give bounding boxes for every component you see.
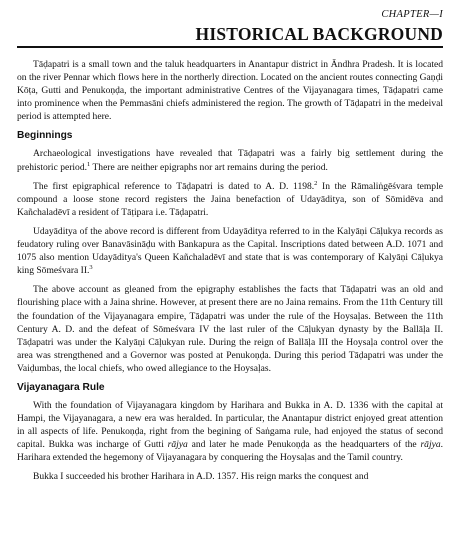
section-heading: Beginnings xyxy=(17,130,73,142)
text-run: The first epigraphical reference to Tāḍapatri is dated to A. D. 1198. xyxy=(33,180,315,192)
document-body xyxy=(17,58,443,484)
chapter-title: HISTORICAL BACKGROUND xyxy=(195,24,443,44)
text-run: Bukka I succeeded his brother Harihara in A.D. 1357. His reign marks the conquest and xyxy=(33,471,369,483)
chapter-label: CHAPTER—I xyxy=(381,9,443,20)
paragraph xyxy=(17,283,443,375)
section-heading: Vijayanagara Rule xyxy=(17,381,105,393)
text-run: The above account as gleaned from the epigraphy establishes the facts that Tāḍapatri was an old and flourishing place with a Jaina shrine. However, at present there are no Jaina remains. From the 11th Century till the foundation of the Vijayanagara empire, Tāḍapatri was under the rule of the Hoysaḷas. Between the 11th Century A. D. and the defeat of Sōmeśvara IV the last ruler of the Cāḷukyan dynasty by the Ballāḷa II. Tāḍapatri was under the Kalyāṇi Cāḷukyan rule. During the reign of Ballāḷa III the Hoysaḷa control over the area was strengthened and a Governor was posted at Penukoṇḍa. During this period Tāḍapatri was under the Vaiḍumbas, the local chiefs, who owed allegiance to the Hoysaḷas. xyxy=(17,284,443,374)
paragraph xyxy=(17,147,443,173)
text-run: With the foundation of Vijayanagara kingdom by Harihara and Bukka in A. D. 1336 with the capital at Hampi, the Vijayanagara, a new era was heralded. In particular, the Anantapur district enjoyed great attention in all aspects of life. Penukoṇḍa, right from the begining of Saṅgama rule, had enjoyed the status of second capital. Bukka was incharge of Gutti xyxy=(17,399,443,451)
footnote-ref: 1 xyxy=(87,160,91,168)
text-run: Udayāditya of the above record is different from Udayāditya referred to in the Kalyāṇi Cāḷukya records as feudatory ruling over Banavāsināḍu with Bankapura as the Capital. Inscriptions dated between A.D. 1071 and 1075 also mention Udayāditya's Queen Kañchaladēvī and state that is was contemporary of Kalyāṇi Cāḷukya king Sōmeśvara II. xyxy=(17,225,443,277)
paragraph xyxy=(17,58,443,123)
paragraph xyxy=(17,470,443,483)
footnote-ref: 2 xyxy=(314,179,318,187)
text-run: and later he made Penukoṇḍa as the headquarters of the xyxy=(187,439,421,451)
italic-term: rājya xyxy=(420,439,441,451)
text-run: Archaeological investigations have revealed that Tāḍapatri was a fairly big settlement during the prehistoric period. xyxy=(17,148,443,173)
text-run: . Harihara extended the hegemony of Vijayanagara by conquering the Hoysaḷas and the Tamil country. xyxy=(17,439,444,464)
text-run: Tāḍapatri is a small town and the taluk headquarters in Anantapur district in Āndhra Pradesh. It is located on the river Pennar which flows here in the northerly direction. Located on the ancient routes connecting Gaṇḍi Kōṭa, Gutti and Penukoṇḍa, the important administrative Centres of the Vijayanagara times, Tāḍapatri came into prominence when the Pemmasāni chiefs administered the region. The growth of Tāḍapatri in the medeival period is attempted here. xyxy=(17,59,443,123)
text-run: There are neither epigraphs nor art remains during the period. xyxy=(90,161,328,173)
paragraph xyxy=(17,180,443,219)
paragraph xyxy=(17,399,443,464)
text-run: In the Rāmaliṅgēśvara temple compound a loose stone record registers the Jaina benefaction of Udayāditya, son of Sōmidēva and Kañchaladēvī a resident of Tāṭipara i.e. Tāḍapatri. xyxy=(17,180,443,218)
footnote-ref: 3 xyxy=(89,264,93,272)
paragraph xyxy=(17,225,443,277)
title-rule xyxy=(17,46,443,48)
italic-term: rājya xyxy=(167,439,188,451)
